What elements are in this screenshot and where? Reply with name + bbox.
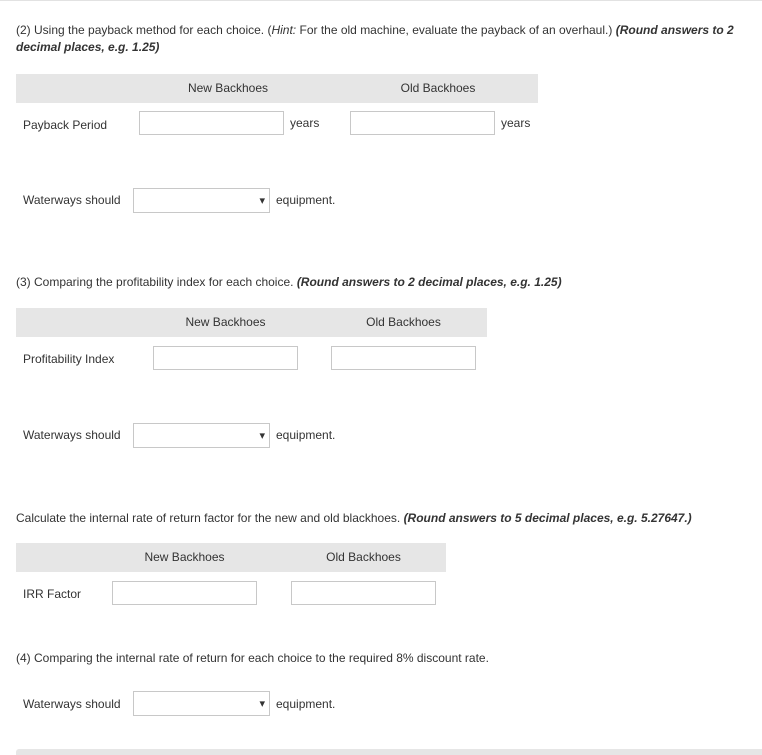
- irr-table-header: [16, 543, 446, 572]
- payback-new-unit: years: [290, 116, 320, 130]
- payback-period-label: Payback Period: [23, 118, 108, 132]
- chevron-down-icon: ▾: [259, 195, 265, 207]
- profitability-old-input[interactable]: [331, 346, 476, 370]
- chevron-down-icon: ▾: [259, 430, 265, 442]
- part2-table-header: [16, 74, 538, 103]
- chevron-down-icon: ▾: [259, 698, 265, 710]
- irr-factor-label: IRR Factor: [23, 587, 82, 601]
- part3-question: [16, 274, 746, 291]
- part3-col-new: New Backhoes: [185, 315, 266, 329]
- part2-col-new: New Backhoes: [187, 81, 269, 95]
- hint-text: For the old machine, evaluate the payback of an overhaul.): [296, 23, 613, 37]
- part2-question: [16, 22, 746, 56]
- irr-col-old: Old Backhoes: [326, 550, 401, 564]
- payback-new-input[interactable]: [139, 111, 284, 135]
- part3-equipment-label: equipment.: [276, 428, 336, 442]
- part3-round-note: (Round answers to 2 decimal places, e.g. 1.25): [296, 275, 562, 289]
- part2-col-old: Old Backhoes: [400, 81, 476, 95]
- part3-should-label: Waterways should: [23, 428, 121, 442]
- part4-should-label: Waterways should: [23, 697, 121, 711]
- part2-question-text: (2) Using the payback method for each choice. (: [16, 23, 272, 37]
- irr-question: [16, 510, 746, 527]
- part3-col-old: Old Backhoes: [366, 315, 441, 329]
- part3-question-text: (3) Comparing the profitability index for each choice.: [16, 275, 297, 289]
- part2-decision-select[interactable]: [133, 188, 270, 213]
- part4-equipment-label: equipment.: [276, 697, 336, 711]
- next-section-edge: [16, 749, 762, 755]
- profitability-new-input[interactable]: [153, 346, 298, 370]
- payback-old-unit: years: [501, 116, 531, 130]
- top-divider: [0, 0, 762, 1]
- profitability-index-label: Profitability Index: [23, 352, 115, 366]
- part2-should-label: Waterways should: [23, 193, 121, 207]
- irr-new-input[interactable]: [112, 581, 257, 605]
- payback-old-input[interactable]: [350, 111, 495, 135]
- part4-decision-select[interactable]: [133, 691, 270, 716]
- part2-round-note: (Round answers to 2 decimal places, e.g. 1.25): [16, 23, 734, 54]
- part3-decision-select[interactable]: [133, 423, 270, 448]
- part4-question: (4) Comparing the internal rate of return for each choice to the required 8% discount rate.: [16, 651, 489, 665]
- part2-equipment-label: equipment.: [276, 193, 336, 207]
- irr-question-text: Calculate the internal rate of return factor for the new and old blackhoes.: [16, 511, 404, 525]
- irr-round-note: (Round answers to 5 decimal places, e.g. 5.27647.): [403, 511, 692, 525]
- irr-old-input[interactable]: [291, 581, 436, 605]
- irr-col-new: New Backhoes: [144, 550, 225, 564]
- hint-label: Hint:: [271, 23, 297, 37]
- part3-table-header: [16, 308, 487, 337]
